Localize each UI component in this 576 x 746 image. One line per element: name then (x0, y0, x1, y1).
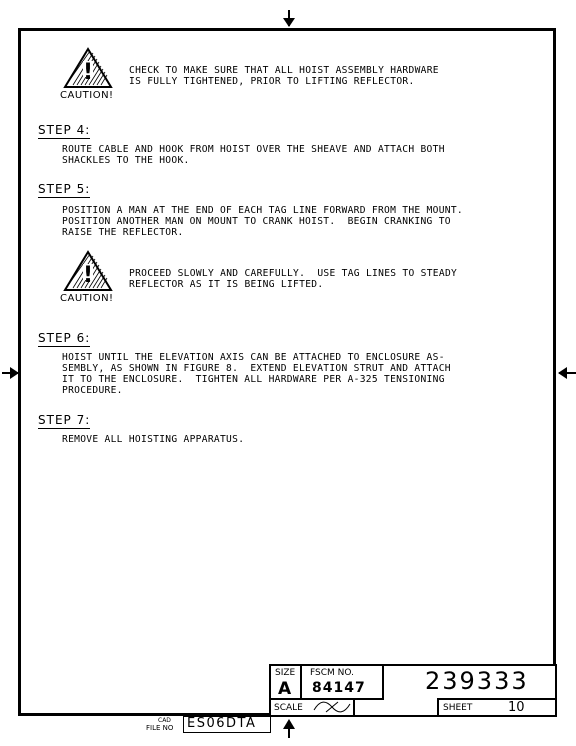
step-text-line: SEMBLY, AS SHOWN IN FIGURE 8. EXTEND ELEVATION STRUT AND ATTACH (62, 363, 451, 374)
step-text-line: SHACKLES TO THE HOOK. (62, 155, 190, 166)
step-heading: STEP 7: (38, 413, 91, 427)
bottom-center-arrow (283, 718, 295, 738)
step-text-line: REMOVE ALL HOISTING APPARATUS. (62, 434, 245, 445)
cad-label: CAD (158, 717, 171, 724)
step-heading: STEP 4: (38, 123, 91, 137)
step-text-line: HOIST UNTIL THE ELEVATION AXIS CAN BE ATTACHED TO ENCLOSURE AS- (62, 352, 445, 363)
caution-label: CAUTION! (60, 90, 114, 101)
svg-text:!: ! (82, 263, 94, 288)
warning-triangle-icon (63, 47, 113, 89)
step-heading: STEP 5: (38, 182, 91, 196)
step-text-line: ROUTE CABLE AND HOOK FROM HOIST OVER THE SHEAVE AND ATTACH BOTH (62, 144, 445, 155)
caution-text-line: IS FULLY TIGHTENED, PRIOR TO LIFTING REFLECTOR. (129, 76, 415, 87)
file-no-label: FILE NO (146, 724, 174, 732)
step-text-line: PROCEDURE. (62, 385, 123, 396)
step-underline (38, 346, 90, 347)
step-text-line: IT TO THE ENCLOSURE. TIGHTEN ALL HARDWARE PER A-325 TENSIONING (62, 374, 445, 385)
scale-symbol-icon (312, 700, 352, 714)
sheet-label: SHEET (443, 703, 473, 713)
caution-text-line: REFLECTOR AS IT IS BEING LIFTED. (129, 279, 324, 290)
step-text-line: POSITION ANOTHER MAN ON MOUNT TO CRANK HOIST. BEGIN CRANKING TO (62, 216, 451, 227)
step-text-line: RAISE THE REFLECTOR. (62, 227, 184, 238)
scale-label: SCALE (274, 703, 303, 713)
caution-label: CAUTION! (60, 293, 114, 304)
svg-text:!: ! (82, 60, 94, 85)
right-center-arrow (556, 367, 576, 379)
step-underline (38, 428, 90, 429)
caution-text-line: CHECK TO MAKE SURE THAT ALL HOIST ASSEMBLY HARDWARE (129, 65, 439, 76)
top-center-arrow (283, 10, 295, 28)
size-value: A (278, 679, 292, 699)
size-label: SIZE (275, 668, 296, 678)
drawing-number: 239333 (425, 667, 529, 695)
warning-triangle-icon (63, 250, 113, 292)
sheet-value: 10 (508, 700, 525, 715)
fscm-value: 84147 (312, 680, 366, 696)
step-underline (38, 197, 90, 198)
file-no-value: ES06DTA (187, 716, 257, 731)
step-text-line: POSITION A MAN AT THE END OF EACH TAG LINE FORWARD FROM THE MOUNT. (62, 205, 464, 216)
step-underline (38, 138, 90, 139)
fscm-label: FSCM NO. (310, 668, 354, 678)
step-heading: STEP 6: (38, 331, 91, 345)
caution-text-line: PROCEED SLOWLY AND CAREFULLY. USE TAG LINES TO STEADY (129, 268, 458, 279)
